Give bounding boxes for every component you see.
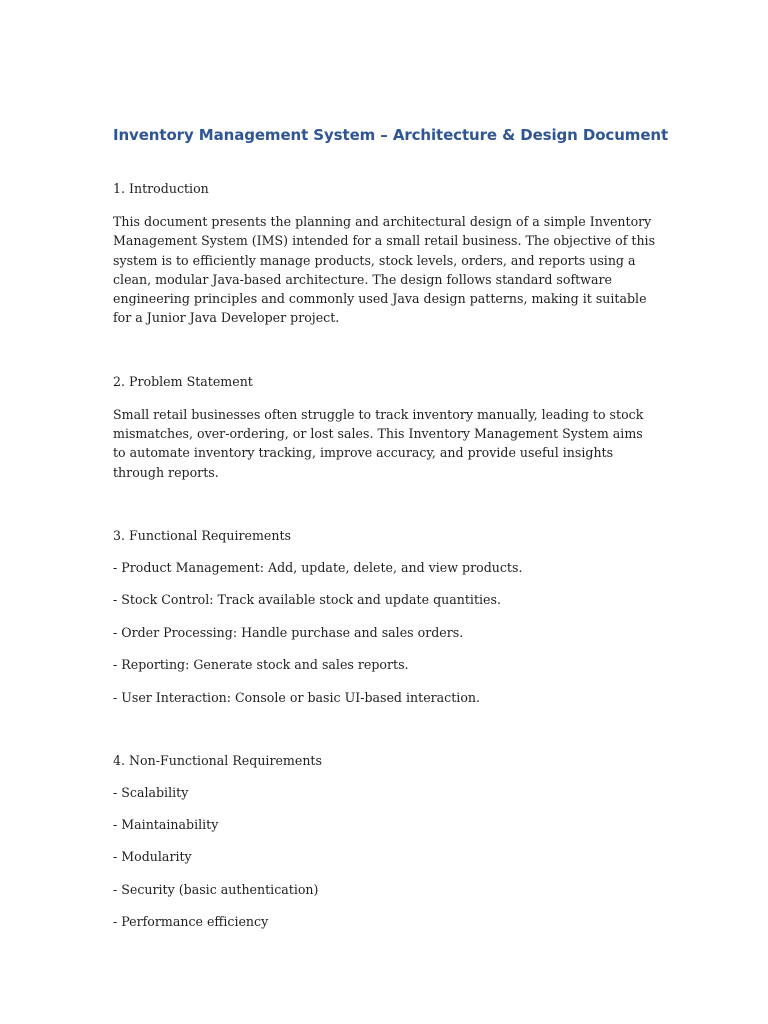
section-problem-statement [113, 373, 658, 482]
list-item: - Scalability [113, 784, 189, 800]
document-title: Inventory Management System – Architecture & Design Document [113, 126, 669, 144]
list-item: - Stock Control: Track available stock and update quantities. [113, 592, 501, 608]
section-heading: 2. Problem Statement [113, 373, 253, 389]
section-introduction [113, 180, 658, 328]
requirements-list [113, 784, 658, 932]
section-paragraph: This document presents the planning and architectural design of a simple Inventory Management System (IMS) intended for a small retail business. The objective of this system is to efficiently manage products, stock levels, orders, and reports using a clean, modular Java-based architecture. The design follows standard software engineering principles and commonly used Java design patterns, making it suitable for a Junior Java Developer project. [113, 214, 656, 326]
section-functional-requirements [113, 527, 658, 707]
list-item: - Security (basic authentication) [113, 881, 319, 897]
list-item: - Performance efficiency [113, 914, 269, 930]
list-item: - User Interaction: Console or basic UI-based interaction. [113, 689, 481, 705]
requirements-list [113, 559, 658, 707]
section-paragraph: Small retail businesses often struggle to track inventory manually, leading to stock mismatches, over-ordering, or lost sales. This Inventory Management System aims to automate inventory tracking, improve accuracy, and provide useful insights through reports. [113, 406, 644, 480]
list-item: - Maintainability [113, 816, 219, 832]
section-heading: 4. Non-Functional Requirements [113, 752, 322, 768]
document-content [113, 124, 669, 976]
list-item: - Reporting: Generate stock and sales reports. [113, 657, 409, 673]
section-non-functional-requirements [113, 752, 658, 932]
section-heading: 3. Functional Requirements [113, 527, 291, 543]
list-item: - Order Processing: Handle purchase and sales orders. [113, 624, 464, 640]
list-item: - Product Management: Add, update, delete, and view products. [113, 559, 523, 575]
section-heading: 1. Introduction [113, 181, 209, 196]
list-item: - Modularity [113, 849, 192, 865]
